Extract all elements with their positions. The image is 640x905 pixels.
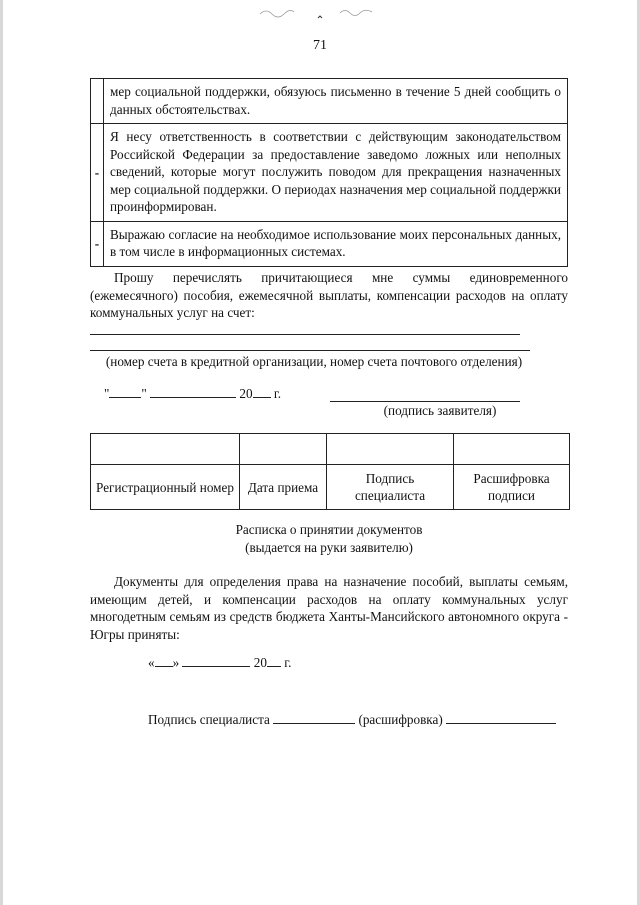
acknowledgement-text: Выражаю согласие на необходимое использование моих персональных данных, в том числе в информационных системах. [104, 221, 568, 266]
row-marker: - [91, 221, 104, 266]
acknowledgement-text: мер социальной поддержки, обязуюсь письменно в течение 5 дней сообщить о данных обстоятельствах. [104, 79, 568, 124]
faint-signature-marks [250, 6, 390, 20]
row-marker: - [91, 124, 104, 222]
specialist-signature-label: Подпись специалиста [148, 712, 270, 727]
quote-close: » [172, 655, 180, 670]
acknowledgement-row [91, 221, 568, 266]
registration-table [90, 433, 570, 510]
year-prefix: 20 [253, 655, 267, 670]
registration-header-row [91, 465, 570, 510]
application-date-line [104, 385, 281, 402]
year-suffix: г. [284, 655, 292, 670]
transcript-label: (расшифровка) [358, 712, 443, 727]
year-blank[interactable] [253, 385, 271, 398]
applicant-signature-line[interactable] [330, 401, 520, 402]
account-caption: (номер счета в кредитной организации, номер счета почтового отделения) [105, 354, 523, 369]
receipt-subtitle: (выдается на руки заявителю) [245, 540, 413, 555]
reception-date-cell[interactable] [240, 434, 327, 465]
month-blank[interactable] [182, 654, 250, 667]
year-prefix: 20 [239, 386, 253, 401]
year-blank[interactable] [267, 654, 281, 667]
quote-open: " [104, 386, 110, 401]
account-line-2[interactable] [90, 350, 530, 351]
column-header: Расшифровка подписи [454, 465, 570, 510]
day-blank[interactable] [155, 654, 173, 667]
acknowledgement-table [90, 78, 568, 267]
signature-transcript-cell[interactable] [454, 434, 570, 465]
page-number: 71 [313, 38, 327, 53]
account-line-1[interactable] [90, 334, 520, 335]
day-blank[interactable] [109, 385, 141, 398]
receipt-body: Документы для определения права на назначение пособий, выплаты семьям, имеющим детей, и компенсации расходов на оплату коммунальных услуг многодетным семьям из средств бюджета Ханты-Мансийского автономного округа - Югры приняты: [90, 574, 568, 642]
registration-input-row [91, 434, 570, 465]
column-header: Дата приема [240, 465, 327, 510]
scan-edge-left [0, 0, 3, 905]
acknowledgement-row [91, 79, 568, 124]
specialist-signature-line [148, 711, 556, 728]
payment-request-text: Прошу перечислять причитающиеся мне суммы единовременного (ежемесячного) пособия, ежемесячной выплаты, компенсации расходов на оплату коммунальных услуг на счет: [90, 270, 568, 320]
quote-close: " [141, 386, 147, 401]
month-blank[interactable] [150, 385, 236, 398]
specialist-signature-cell[interactable] [327, 434, 454, 465]
applicant-signature-caption: (подпись заявителя) [383, 403, 497, 418]
column-header: Регистрационный номер [91, 465, 240, 510]
year-suffix: г. [273, 386, 282, 401]
receipt-title: Расписка о принятии документов [235, 522, 423, 537]
quote-open: « [148, 655, 155, 670]
transcript-blank[interactable] [446, 711, 556, 724]
registration-number-cell[interactable] [91, 434, 240, 465]
row-marker [91, 79, 104, 124]
acknowledgement-row [91, 124, 568, 222]
specialist-signature-blank[interactable] [273, 711, 355, 724]
acknowledgement-text: Я несу ответственность в соответствии с действующим законодательством Российской Федерации за предоставление заведомо ложных или неполных сведений, которые могут послужить поводом для прекращения назначенных мер социальной поддержки. О периодах назначения мер социальной поддержки проинформирован. [104, 124, 568, 222]
column-header: Подпись специалиста [327, 465, 454, 510]
receipt-date-line [148, 654, 291, 671]
